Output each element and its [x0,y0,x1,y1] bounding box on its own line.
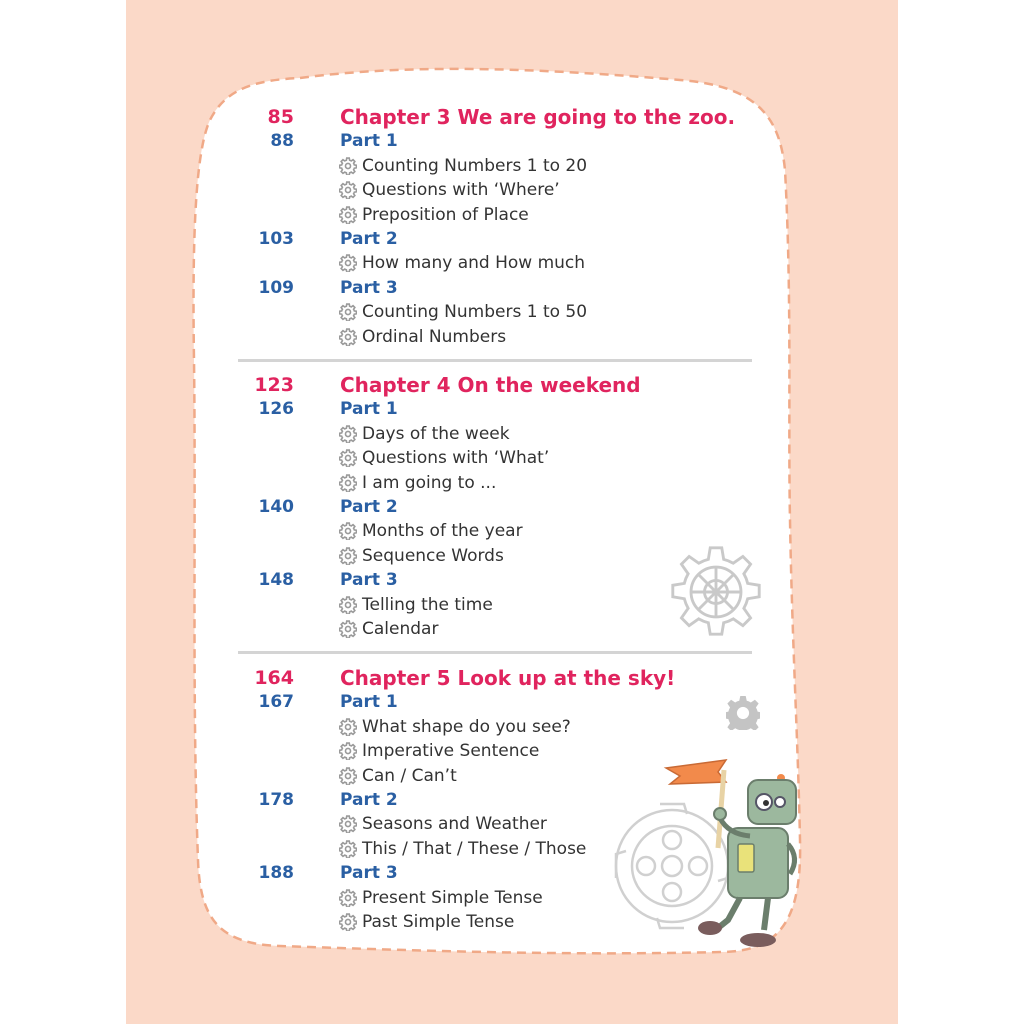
topic-row [0,251,1024,275]
part-page-number: 109 [258,277,294,298]
topic-row [0,544,1024,568]
part-title[interactable]: Part 2 [340,497,398,517]
topic-item [339,617,438,641]
topic-item [339,544,504,568]
topic-row [0,837,1024,861]
topic-row [0,764,1024,788]
topic-item [339,203,529,227]
gear-bullet-icon [339,254,362,272]
topic-row [0,739,1024,763]
topic-item [339,593,493,617]
gear-bullet-icon [339,547,362,565]
part-row[interactable] [0,227,1024,251]
gear-bullet-icon [339,522,362,540]
gear-bullet-icon [339,206,362,224]
chapter-divider [238,359,752,362]
gear-bullet-icon [339,596,362,614]
gear-bullet-icon [339,742,362,760]
topic-item [339,325,506,349]
topic-item [339,154,587,178]
chapter-row[interactable] [0,666,1024,690]
part-page-number: 188 [258,863,294,884]
topic-label: Days of the week [362,423,510,444]
topic-label: What shape do you see? [362,716,571,737]
topic-label: Preposition of Place [362,204,529,225]
gear-bullet-icon [339,889,362,907]
gear-bullet-icon [339,425,362,443]
topic-row [0,715,1024,739]
part-page-number: 167 [258,692,294,713]
part-title[interactable]: Part 1 [340,692,398,713]
topic-item [339,715,571,739]
topic-row [0,617,1024,641]
part-page-number: 148 [258,570,294,591]
topic-item [339,812,547,836]
topic-label: This / That / These / Those [362,838,587,859]
topic-label: Imperative Sentence [362,741,540,762]
topic-row [0,471,1024,495]
part-row[interactable] [0,397,1024,421]
part-row[interactable] [0,129,1024,153]
chapter-row[interactable] [0,105,1024,129]
part-row[interactable] [0,568,1024,592]
part-row[interactable] [0,788,1024,812]
topic-row [0,593,1024,617]
chapter-row[interactable] [0,373,1024,397]
topic-row [0,422,1024,446]
topic-label: Sequence Words [362,545,504,566]
topic-label: Questions with ‘What’ [362,448,550,469]
part-page-number: 126 [258,399,294,420]
gear-bullet-icon [339,620,362,638]
gear-bullet-icon [339,474,362,492]
gear-bullet-icon [339,718,362,736]
gear-bullet-icon [339,449,362,467]
topic-label: Ordinal Numbers [362,326,507,347]
part-page-number: 88 [270,131,294,152]
topic-label: Counting Numbers 1 to 20 [362,155,588,176]
gear-bullet-icon [339,328,362,346]
chapter-page-number: 85 [267,106,294,128]
topic-row [0,178,1024,202]
topic-item [339,300,587,324]
chapter-page-number: 123 [254,374,294,396]
part-title[interactable]: Part 3 [340,570,398,591]
topic-label: Past Simple Tense [362,912,515,932]
topic-row [0,519,1024,543]
topic-label: Questions with ‘Where’ [362,180,560,201]
topic-row [0,446,1024,470]
chapter-title[interactable]: Chapter 5 Look up at the sky! [340,666,676,690]
part-row[interactable] [0,690,1024,714]
topic-row [0,886,1024,910]
topic-row [0,203,1024,227]
gear-bullet-icon [339,815,362,833]
topic-item [339,519,523,543]
chapter-divider [238,651,752,654]
topic-label: Calendar [362,619,439,639]
topic-row [0,812,1024,836]
topic-label: I am going to ... [362,472,497,493]
part-title[interactable]: Part 3 [340,277,398,298]
topic-item [339,422,510,446]
topic-label: Counting Numbers 1 to 50 [362,302,588,323]
topic-item [339,886,543,910]
gear-bullet-icon [339,767,362,785]
topic-label: Telling the time [362,594,493,615]
topic-item [339,446,549,470]
topic-label: Months of the year [362,521,523,542]
part-row[interactable] [0,276,1024,300]
topic-item [339,837,586,861]
topic-item [339,764,457,788]
gear-bullet-icon [339,913,362,931]
part-page-number: 103 [258,229,294,249]
gear-bullet-icon [339,181,362,199]
topic-row [0,300,1024,324]
topic-label: Present Simple Tense [362,887,543,908]
chapter-title[interactable]: Chapter 4 On the weekend [340,373,641,397]
topic-label: Seasons and Weather [362,814,547,835]
topic-label: Can / Can’t [362,765,457,786]
gear-bullet-icon [339,157,362,175]
part-row[interactable] [0,495,1024,519]
topic-row [0,910,1024,934]
part-title[interactable]: Part 2 [340,790,398,810]
part-title[interactable]: Part 1 [340,131,398,152]
topic-item [339,471,496,495]
topic-item [339,251,585,275]
part-title[interactable]: Part 1 [340,399,398,420]
topic-row [0,154,1024,178]
part-page-number: 178 [258,790,294,810]
topic-item [339,739,539,763]
part-row[interactable] [0,861,1024,885]
gear-bullet-icon [339,303,362,321]
part-title[interactable]: Part 3 [340,863,398,884]
chapter-title[interactable]: Chapter 3 We are going to the zoo. [340,105,736,129]
topic-row [0,325,1024,349]
gear-bullet-icon [339,840,362,858]
chapter-page-number: 164 [254,667,294,689]
topic-label: How many and How much [362,253,586,274]
topic-item [339,910,514,934]
part-title[interactable]: Part 2 [340,229,398,249]
part-page-number: 140 [258,497,294,517]
topic-item [339,178,560,202]
